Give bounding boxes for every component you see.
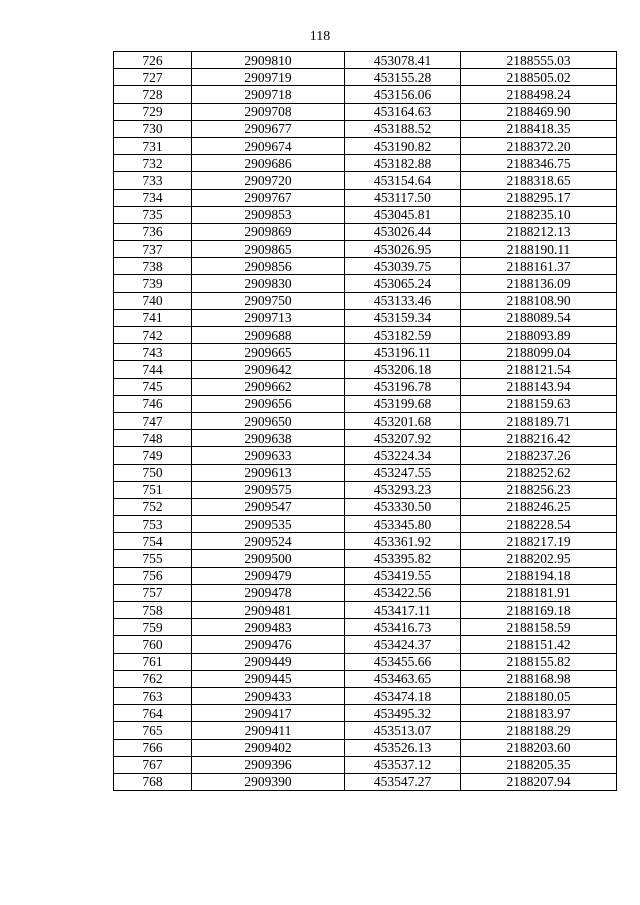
point-number-cell: 756 — [114, 567, 192, 584]
point-number-cell: 747 — [114, 412, 192, 429]
y-coordinate-cell: 2188246.25 — [461, 498, 617, 515]
point-id-cell: 2909390 — [192, 773, 345, 790]
point-id-cell: 2909713 — [192, 309, 345, 326]
y-coordinate-cell: 2188205.35 — [461, 756, 617, 773]
point-number-cell: 757 — [114, 584, 192, 601]
point-id-cell: 2909613 — [192, 464, 345, 481]
point-number-cell: 768 — [114, 773, 192, 790]
x-coordinate-cell: 453164.63 — [345, 103, 461, 120]
point-id-cell: 2909688 — [192, 327, 345, 344]
y-coordinate-cell: 2188181.91 — [461, 584, 617, 601]
table-row — [114, 533, 617, 550]
table-row — [114, 653, 617, 670]
point-number-cell: 746 — [114, 395, 192, 412]
point-number-cell: 760 — [114, 636, 192, 653]
point-number-cell: 730 — [114, 120, 192, 137]
point-number-cell: 736 — [114, 223, 192, 240]
x-coordinate-cell: 453026.95 — [345, 241, 461, 258]
y-coordinate-cell: 2188183.97 — [461, 705, 617, 722]
y-coordinate-cell: 2188237.26 — [461, 447, 617, 464]
table-row — [114, 773, 617, 790]
table-row — [114, 687, 617, 704]
y-coordinate-cell: 2188202.95 — [461, 550, 617, 567]
y-coordinate-cell: 2188318.65 — [461, 172, 617, 189]
y-coordinate-cell: 2188189.71 — [461, 412, 617, 429]
y-coordinate-cell: 2188207.94 — [461, 773, 617, 790]
table-row — [114, 464, 617, 481]
y-coordinate-cell: 2188180.05 — [461, 687, 617, 704]
point-id-cell: 2909483 — [192, 619, 345, 636]
point-id-cell: 2909638 — [192, 430, 345, 447]
table-row — [114, 395, 617, 412]
page-number: 118 — [309, 29, 331, 44]
x-coordinate-cell: 453045.81 — [345, 206, 461, 223]
y-coordinate-cell: 2188469.90 — [461, 103, 617, 120]
table-row — [114, 275, 617, 292]
x-coordinate-cell: 453159.34 — [345, 309, 461, 326]
x-coordinate-cell: 453424.37 — [345, 636, 461, 653]
table-row — [114, 52, 617, 69]
table-row — [114, 206, 617, 223]
point-id-cell: 2909656 — [192, 395, 345, 412]
x-coordinate-cell: 453188.52 — [345, 120, 461, 137]
point-number-cell: 741 — [114, 309, 192, 326]
y-coordinate-cell: 2188089.54 — [461, 309, 617, 326]
point-number-cell: 759 — [114, 619, 192, 636]
point-id-cell: 2909402 — [192, 739, 345, 756]
x-coordinate-cell: 453182.88 — [345, 155, 461, 172]
table-row — [114, 498, 617, 515]
point-number-cell: 739 — [114, 275, 192, 292]
point-id-cell: 2909479 — [192, 567, 345, 584]
x-coordinate-cell: 453201.68 — [345, 412, 461, 429]
table-row — [114, 516, 617, 533]
point-number-cell: 764 — [114, 705, 192, 722]
x-coordinate-cell: 453224.34 — [345, 447, 461, 464]
point-id-cell: 2909449 — [192, 653, 345, 670]
point-number-cell: 761 — [114, 653, 192, 670]
y-coordinate-cell: 2188161.37 — [461, 258, 617, 275]
x-coordinate-cell: 453526.13 — [345, 739, 461, 756]
point-id-cell: 2909856 — [192, 258, 345, 275]
point-id-cell: 2909478 — [192, 584, 345, 601]
x-coordinate-cell: 453455.66 — [345, 653, 461, 670]
table-row — [114, 636, 617, 653]
point-number-cell: 765 — [114, 722, 192, 739]
x-coordinate-cell: 453247.55 — [345, 464, 461, 481]
x-coordinate-cell: 453117.50 — [345, 189, 461, 206]
x-coordinate-cell: 453078.41 — [345, 52, 461, 69]
point-id-cell: 2909767 — [192, 189, 345, 206]
point-id-cell: 2909642 — [192, 361, 345, 378]
x-coordinate-cell: 453196.11 — [345, 344, 461, 361]
table-row — [114, 722, 617, 739]
y-coordinate-cell: 2188418.35 — [461, 120, 617, 137]
point-id-cell: 2909476 — [192, 636, 345, 653]
table-row — [114, 86, 617, 103]
table-row — [114, 309, 617, 326]
y-coordinate-cell: 2188256.23 — [461, 481, 617, 498]
table-row — [114, 120, 617, 137]
point-number-cell: 735 — [114, 206, 192, 223]
point-id-cell: 2909535 — [192, 516, 345, 533]
y-coordinate-cell: 2188108.90 — [461, 292, 617, 309]
x-coordinate-cell: 453416.73 — [345, 619, 461, 636]
x-coordinate-cell: 453039.75 — [345, 258, 461, 275]
y-coordinate-cell: 2188216.42 — [461, 430, 617, 447]
y-coordinate-cell: 2188188.29 — [461, 722, 617, 739]
x-coordinate-cell: 453155.28 — [345, 69, 461, 86]
x-coordinate-cell: 453474.18 — [345, 687, 461, 704]
point-number-cell: 766 — [114, 739, 192, 756]
table-row — [114, 69, 617, 86]
point-number-cell: 762 — [114, 670, 192, 687]
table-row — [114, 481, 617, 498]
x-coordinate-cell: 453182.59 — [345, 327, 461, 344]
table-row — [114, 223, 617, 240]
point-id-cell: 2909500 — [192, 550, 345, 567]
y-coordinate-cell: 2188190.11 — [461, 241, 617, 258]
table-row — [114, 739, 617, 756]
x-coordinate-cell: 453190.82 — [345, 137, 461, 154]
x-coordinate-cell: 453293.23 — [345, 481, 461, 498]
point-number-cell: 727 — [114, 69, 192, 86]
x-coordinate-cell: 453547.27 — [345, 773, 461, 790]
point-id-cell: 2909719 — [192, 69, 345, 86]
table-row — [114, 189, 617, 206]
y-coordinate-cell: 2188505.02 — [461, 69, 617, 86]
y-coordinate-cell: 2188295.17 — [461, 189, 617, 206]
point-number-cell: 733 — [114, 172, 192, 189]
x-coordinate-cell: 453513.07 — [345, 722, 461, 739]
y-coordinate-cell: 2188151.42 — [461, 636, 617, 653]
x-coordinate-cell: 453199.68 — [345, 395, 461, 412]
table-row — [114, 430, 617, 447]
y-coordinate-cell: 2188168.98 — [461, 670, 617, 687]
point-id-cell: 2909445 — [192, 670, 345, 687]
table-row — [114, 567, 617, 584]
table-row — [114, 327, 617, 344]
point-id-cell: 2909830 — [192, 275, 345, 292]
point-number-cell: 749 — [114, 447, 192, 464]
point-number-cell: 751 — [114, 481, 192, 498]
table-row — [114, 705, 617, 722]
y-coordinate-cell: 2188555.03 — [461, 52, 617, 69]
point-id-cell: 2909720 — [192, 172, 345, 189]
point-id-cell: 2909481 — [192, 602, 345, 619]
table-row — [114, 172, 617, 189]
table-row — [114, 412, 617, 429]
point-id-cell: 2909633 — [192, 447, 345, 464]
point-number-cell: 740 — [114, 292, 192, 309]
point-number-cell: 752 — [114, 498, 192, 515]
point-id-cell: 2909810 — [192, 52, 345, 69]
x-coordinate-cell: 453345.80 — [345, 516, 461, 533]
table-row — [114, 155, 617, 172]
point-number-cell: 729 — [114, 103, 192, 120]
y-coordinate-cell: 2188372.20 — [461, 137, 617, 154]
point-number-cell: 763 — [114, 687, 192, 704]
x-coordinate-cell: 453196.78 — [345, 378, 461, 395]
table-row — [114, 344, 617, 361]
point-id-cell: 2909674 — [192, 137, 345, 154]
x-coordinate-cell: 453154.64 — [345, 172, 461, 189]
point-number-cell: 748 — [114, 430, 192, 447]
point-id-cell: 2909750 — [192, 292, 345, 309]
point-number-cell: 750 — [114, 464, 192, 481]
table-row — [114, 361, 617, 378]
point-number-cell: 737 — [114, 241, 192, 258]
point-id-cell: 2909575 — [192, 481, 345, 498]
x-coordinate-cell: 453133.46 — [345, 292, 461, 309]
y-coordinate-cell: 2188093.89 — [461, 327, 617, 344]
point-id-cell: 2909718 — [192, 86, 345, 103]
point-id-cell: 2909708 — [192, 103, 345, 120]
point-number-cell: 726 — [114, 52, 192, 69]
table-row — [114, 756, 617, 773]
x-coordinate-cell: 453361.92 — [345, 533, 461, 550]
table-row — [114, 447, 617, 464]
x-coordinate-cell: 453206.18 — [345, 361, 461, 378]
table-row — [114, 670, 617, 687]
y-coordinate-cell: 2188228.54 — [461, 516, 617, 533]
x-coordinate-cell: 453156.06 — [345, 86, 461, 103]
table-row — [114, 292, 617, 309]
y-coordinate-cell: 2188498.24 — [461, 86, 617, 103]
y-coordinate-cell: 2188203.60 — [461, 739, 617, 756]
point-id-cell: 2909865 — [192, 241, 345, 258]
table-row — [114, 619, 617, 636]
point-number-cell: 767 — [114, 756, 192, 773]
point-id-cell: 2909853 — [192, 206, 345, 223]
point-number-cell: 731 — [114, 137, 192, 154]
point-id-cell: 2909686 — [192, 155, 345, 172]
point-number-cell: 755 — [114, 550, 192, 567]
point-number-cell: 732 — [114, 155, 192, 172]
point-number-cell: 738 — [114, 258, 192, 275]
y-coordinate-cell: 2188194.18 — [461, 567, 617, 584]
x-coordinate-cell: 453422.56 — [345, 584, 461, 601]
point-number-cell: 742 — [114, 327, 192, 344]
x-coordinate-cell: 453026.44 — [345, 223, 461, 240]
x-coordinate-cell: 453207.92 — [345, 430, 461, 447]
point-number-cell: 754 — [114, 533, 192, 550]
point-id-cell: 2909433 — [192, 687, 345, 704]
table-row — [114, 103, 617, 120]
y-coordinate-cell: 2188212.13 — [461, 223, 617, 240]
point-number-cell: 743 — [114, 344, 192, 361]
coordinates-table — [113, 51, 617, 791]
point-id-cell: 2909869 — [192, 223, 345, 240]
y-coordinate-cell: 2188235.10 — [461, 206, 617, 223]
table-body — [114, 52, 617, 791]
y-coordinate-cell: 2188252.62 — [461, 464, 617, 481]
point-id-cell: 2909677 — [192, 120, 345, 137]
point-id-cell: 2909417 — [192, 705, 345, 722]
point-id-cell: 2909396 — [192, 756, 345, 773]
table-row — [114, 378, 617, 395]
point-number-cell: 758 — [114, 602, 192, 619]
x-coordinate-cell: 453495.32 — [345, 705, 461, 722]
table-row — [114, 258, 617, 275]
y-coordinate-cell: 2188159.63 — [461, 395, 617, 412]
x-coordinate-cell: 453417.11 — [345, 602, 461, 619]
x-coordinate-cell: 453395.82 — [345, 550, 461, 567]
point-id-cell: 2909662 — [192, 378, 345, 395]
x-coordinate-cell: 453065.24 — [345, 275, 461, 292]
x-coordinate-cell: 453537.12 — [345, 756, 461, 773]
table-row — [114, 584, 617, 601]
point-number-cell: 734 — [114, 189, 192, 206]
y-coordinate-cell: 2188158.59 — [461, 619, 617, 636]
point-id-cell: 2909524 — [192, 533, 345, 550]
x-coordinate-cell: 453419.55 — [345, 567, 461, 584]
y-coordinate-cell: 2188169.18 — [461, 602, 617, 619]
point-number-cell: 753 — [114, 516, 192, 533]
y-coordinate-cell: 2188346.75 — [461, 155, 617, 172]
table-row — [114, 550, 617, 567]
point-number-cell: 728 — [114, 86, 192, 103]
y-coordinate-cell: 2188217.19 — [461, 533, 617, 550]
table-row — [114, 602, 617, 619]
point-number-cell: 745 — [114, 378, 192, 395]
table-row — [114, 137, 617, 154]
table-row — [114, 241, 617, 258]
y-coordinate-cell: 2188099.04 — [461, 344, 617, 361]
y-coordinate-cell: 2188121.54 — [461, 361, 617, 378]
x-coordinate-cell: 453330.50 — [345, 498, 461, 515]
point-id-cell: 2909547 — [192, 498, 345, 515]
y-coordinate-cell: 2188136.09 — [461, 275, 617, 292]
y-coordinate-cell: 2188143.94 — [461, 378, 617, 395]
point-id-cell: 2909411 — [192, 722, 345, 739]
x-coordinate-cell: 453463.65 — [345, 670, 461, 687]
point-id-cell: 2909665 — [192, 344, 345, 361]
point-number-cell: 744 — [114, 361, 192, 378]
point-id-cell: 2909650 — [192, 412, 345, 429]
y-coordinate-cell: 2188155.82 — [461, 653, 617, 670]
